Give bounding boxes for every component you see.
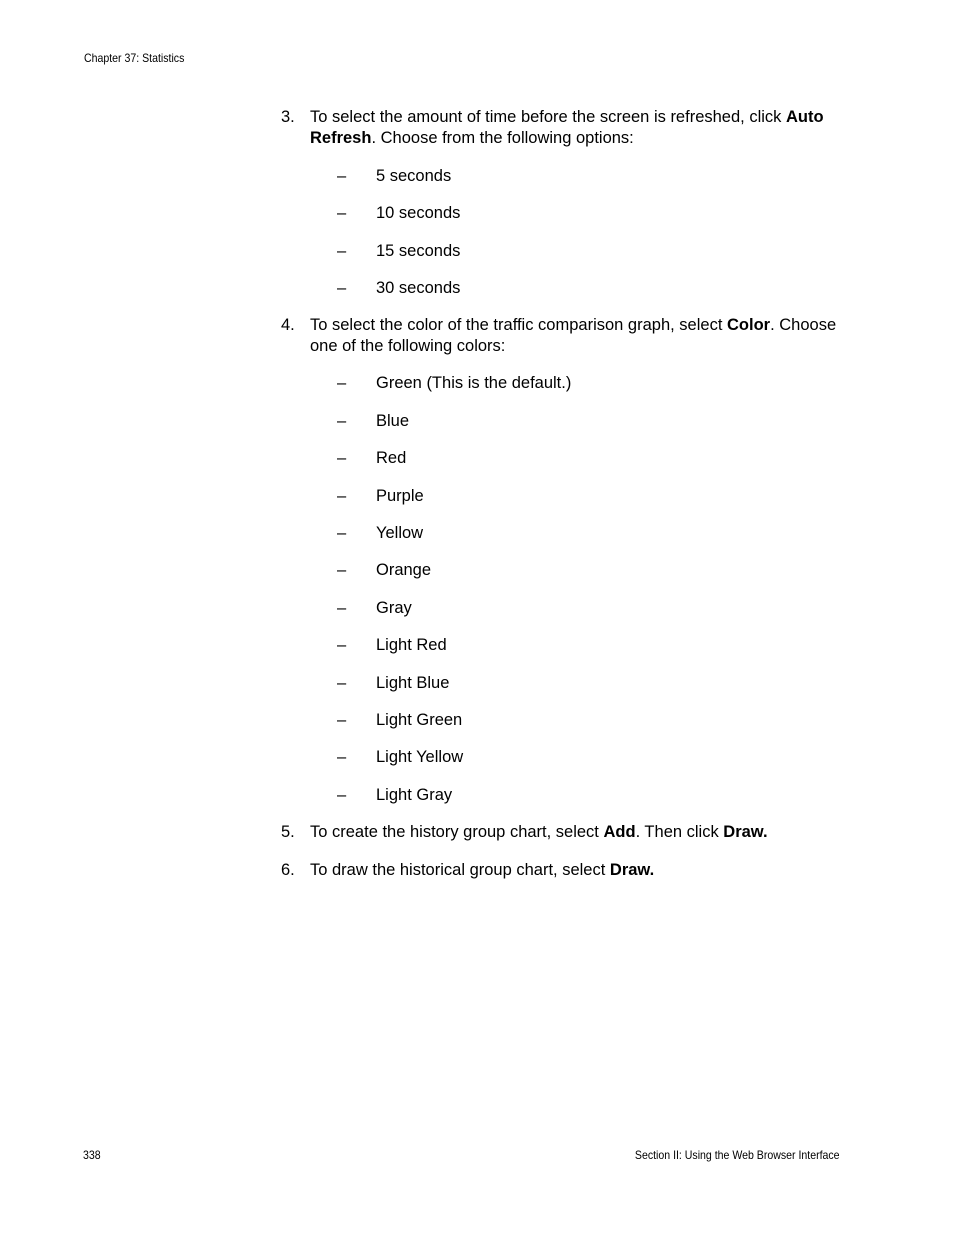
dash-bullet: – bbox=[337, 561, 347, 579]
step-5 bbox=[281, 822, 841, 843]
dash-bullet: – bbox=[337, 449, 347, 467]
step-text: To create the history group chart, select Add. Then click Draw. bbox=[310, 823, 768, 841]
step-3 bbox=[281, 107, 841, 149]
ui-term-auto-refresh: Auto Refresh bbox=[310, 108, 824, 147]
step-6 bbox=[281, 860, 841, 881]
running-header: Chapter 37: Statistics bbox=[84, 51, 185, 65]
ui-term-draw: Draw. bbox=[609, 861, 655, 879]
dash-bullet: – bbox=[337, 636, 347, 654]
dash-bullet: – bbox=[337, 599, 347, 617]
dash-bullet: – bbox=[337, 279, 347, 297]
step-4 bbox=[281, 315, 841, 357]
ui-term-color: Color bbox=[727, 316, 771, 334]
step-text: To select the amount of time before the screen is refreshed, click Auto Refresh. Choose from the following options: bbox=[310, 108, 824, 147]
step-number: 4. bbox=[281, 316, 295, 334]
step-number: 6. bbox=[281, 861, 295, 879]
dash-bullet: – bbox=[337, 711, 347, 729]
step-text: To select the color of the traffic comparison graph, select Color. Choose one of the following colors: bbox=[310, 316, 837, 355]
section-title: Section II: Using the Web Browser Interface bbox=[635, 1148, 840, 1162]
dash-bullet: – bbox=[337, 524, 347, 542]
ui-term-draw: Draw. bbox=[723, 823, 768, 841]
dash-bullet: – bbox=[337, 487, 347, 505]
dash-bullet: – bbox=[337, 204, 347, 222]
step-number: 5. bbox=[281, 823, 295, 841]
page-number: 338 bbox=[83, 1148, 101, 1162]
dash-bullet: – bbox=[337, 242, 347, 260]
dash-bullet: – bbox=[337, 674, 347, 692]
dash-bullet: – bbox=[337, 786, 347, 804]
ui-term-add: Add bbox=[603, 823, 636, 841]
dash-bullet: – bbox=[337, 412, 347, 430]
dash-bullet: – bbox=[337, 167, 347, 185]
step-number: 3. bbox=[281, 108, 295, 126]
dash-bullet: – bbox=[337, 374, 347, 392]
dash-bullet: – bbox=[337, 748, 347, 766]
step-text: To draw the historical group chart, select Draw. bbox=[310, 861, 655, 879]
